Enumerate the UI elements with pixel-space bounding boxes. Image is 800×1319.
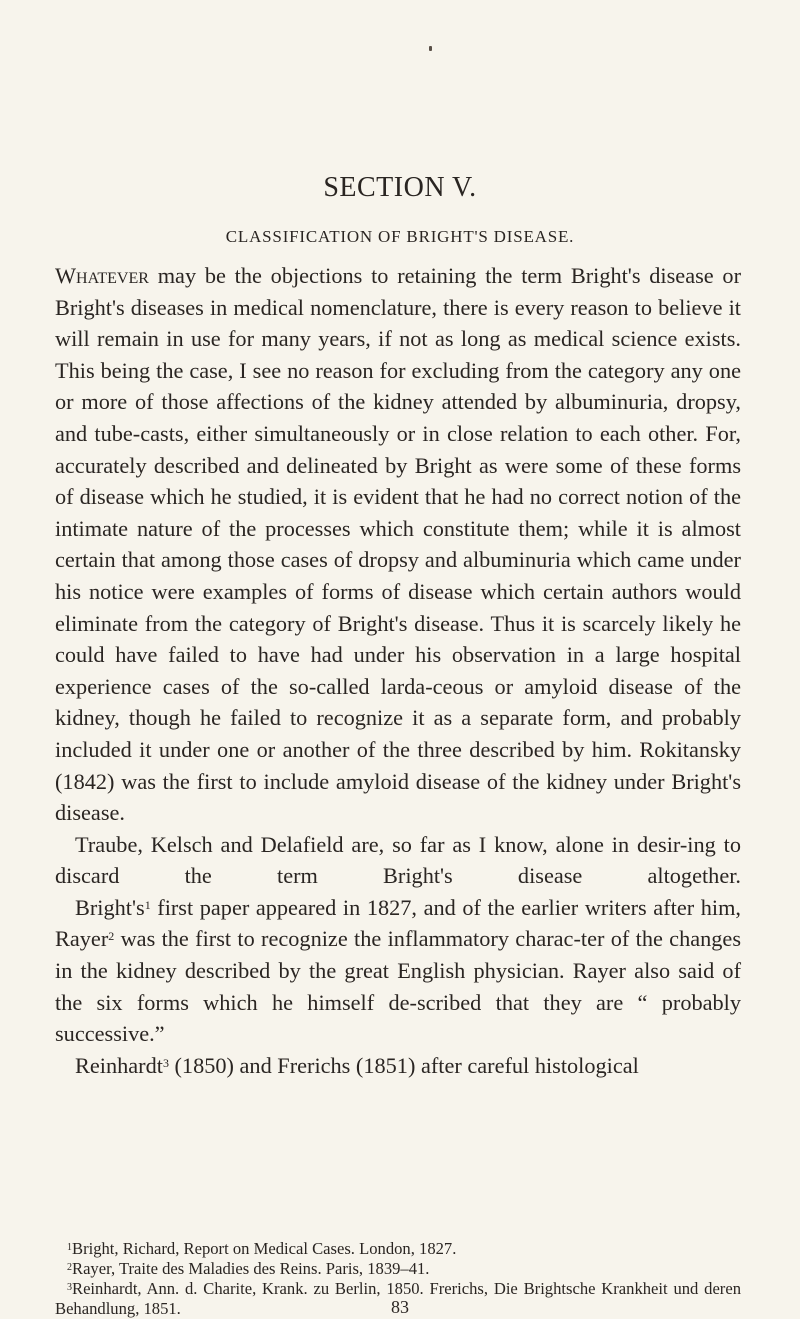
footnote-mark: 1 <box>67 1242 72 1253</box>
footnote-text: Rayer, Traite des Maladies des Reins. Paris, 1839–41. <box>72 1259 430 1278</box>
section-heading: SECTION V. <box>323 172 477 203</box>
footnote-text: Reinhardt, Ann. d. Charite, Krank. zu Berlin, 1850. Frerichs, Die Brightsche Krankheit und deren Behandlung, 1851. <box>55 1279 741 1318</box>
paragraph-text: Reinhardt <box>75 1052 163 1078</box>
paragraph <box>55 260 741 829</box>
lead-in-word: Whatever <box>55 263 149 288</box>
paragraph-text: was the first to recognize the inflammatory charac-ter of the changes in the kidney described by the great English physician. Rayer also said of the six forms which he himself de-scribed that they are “ probably successive.” <box>55 926 741 1047</box>
footnote-ref[interactable]: 1 <box>144 897 151 912</box>
page-number: 83 <box>391 1297 409 1317</box>
paragraph-text: first paper appeared in 1827, and of the earlier writers after him, Rayer <box>55 894 741 952</box>
footnote-mark: 3 <box>67 1282 72 1293</box>
paragraph <box>55 829 741 892</box>
footnote <box>55 1259 741 1279</box>
footnote-mark: 2 <box>67 1262 72 1273</box>
paragraph-text: may be the objections to retaining the term Bright's disease or Bright's diseases in medical nomenclature, there is every reason to believe it will remain in use for many years, if not as long as medical science exists. This being the case, I see no reason for excluding from the category any one or more of those affections of the kidney attended by albuminuria, dropsy, and tube-casts, either simultaneously or in close relation to each other. For, accurately described and delineated by Bright as were some of these forms of disease which he studied, it is evident that he had no correct notion of the intimate nature of the processes which constitute them; while it is almost certain that among those cases of dropsy and albuminuria which came under his notice were examples of forms of disease which certain authors would eliminate from the category of Bright's disease. Thus it is scarcely likely he could have failed to have had under his observation in a large hospital experience cases of the so-called larda-ceous or amyloid disease of the kidney, though he failed to recognize it as a separate form, and probably included it under one or another of the three described by him. Rokitansky (1842) was the first to include amyloid disease of the kidney under Bright's disease. <box>55 263 741 826</box>
footnote-ref[interactable]: 2 <box>108 929 115 944</box>
paragraph <box>55 1050 741 1082</box>
paragraph-text: Traube, Kelsch and Delafield are, so far as I know, alone in desir-ing to discard the term Bright's disease altogether. <box>55 831 741 889</box>
chapter-title: CLASSIFICATION OF BRIGHT'S DISEASE. <box>225 227 575 246</box>
footnote-ref[interactable]: 3 <box>162 1055 169 1070</box>
paragraph-text: Bright's <box>75 894 145 920</box>
body-text <box>55 260 741 1081</box>
print-speck <box>429 46 432 51</box>
paragraph-text: (1850) and Frerichs (1851) after careful histological <box>168 1052 639 1078</box>
footnote <box>55 1239 741 1259</box>
paragraph <box>55 892 741 1050</box>
footnote-text: Bright, Richard, Report on Medical Cases. London, 1827. <box>72 1239 457 1258</box>
